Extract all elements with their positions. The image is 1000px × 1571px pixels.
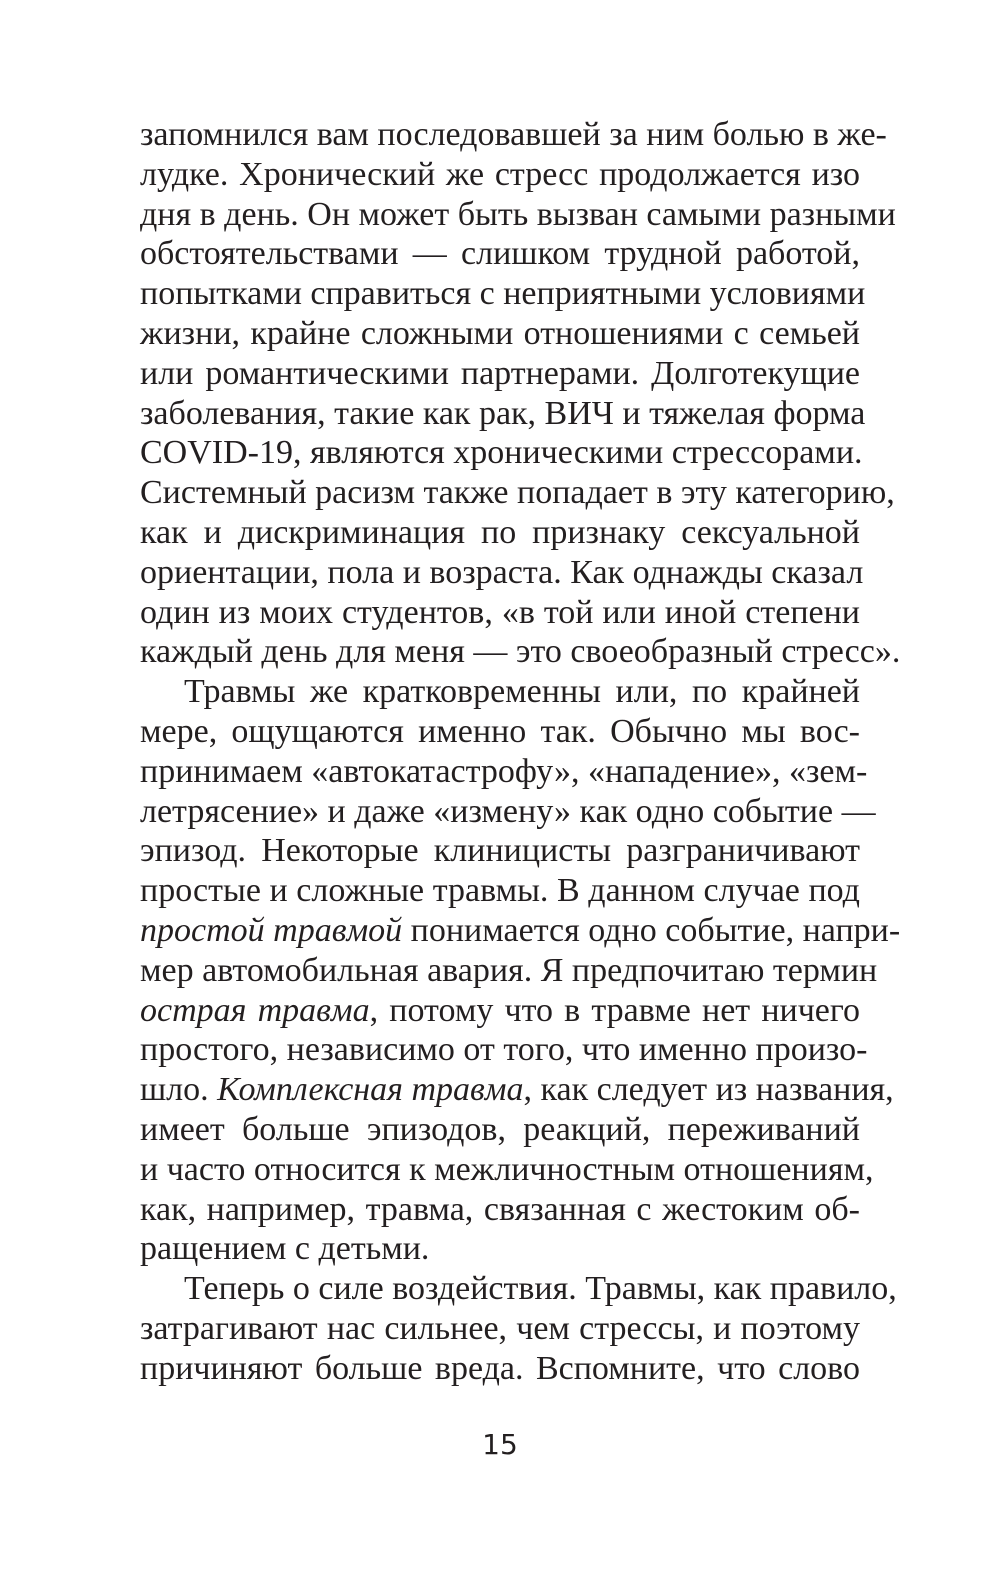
text-line: как и дискриминация по признаку сексуальной: [140, 513, 860, 551]
text-line: заболевания, такие как рак, ВИЧ и тяжелая форма: [140, 394, 866, 432]
text-line: и часто относится к межличностным отношениям,: [140, 1150, 874, 1188]
text-line: обстоятельствами — слишком трудной работой,: [140, 235, 860, 273]
text-line: запомнился вам последовавшей за ним болью в же-: [140, 116, 887, 153]
text-line: причиняют больше вреда. Вспомните, что слово: [140, 1349, 860, 1387]
text-line: или романтическими партнерами. Долготекущие: [140, 354, 860, 392]
text-line: мер автомобильная авария. Я предпочитаю термин: [140, 951, 878, 989]
text-line: дня в день. Он может быть вызван самыми разными: [140, 195, 896, 233]
body-text: [140, 115, 901, 1389]
text-line: простые и сложные травмы. В данном случае под: [140, 872, 860, 910]
text-line: летрясение» и даже «измену» как одно событие —: [140, 792, 876, 830]
text-line: лудке. Хронический же стресс продолжается изо: [140, 155, 860, 193]
text-line-rest: , как следует из названия,: [523, 1071, 894, 1109]
text-line: один из моих студентов, «в той или иной степени: [140, 593, 860, 631]
text-line: [140, 911, 901, 951]
italic-term: простой травмой: [140, 911, 403, 949]
text-line: Травмы же кратковременны или, по крайней: [184, 673, 860, 711]
text-line: COVID-19, являются хроническими стрессорами.: [140, 434, 863, 472]
text-line: каждый день для меня — это своеобразный стресс».: [140, 633, 901, 671]
text-line: как, например, травма, связанная с жестоким об-: [140, 1190, 860, 1228]
text-line: затрагивают нас сильнее, чем стрессы, и поэтому: [140, 1309, 860, 1347]
text-line: жизни, крайне сложными отношениями с семьей: [140, 314, 860, 352]
text-line: Системный расизм также попадает в эту категорию,: [140, 474, 895, 512]
text-line: ориентации, пола и возраста. Как однажды сказал: [140, 553, 864, 591]
text-line-rest: , потому что в травме нет ничего: [369, 991, 861, 1029]
italic-term: острая травма: [140, 991, 370, 1029]
text-line: попытками справиться с неприятными условиями: [140, 275, 866, 313]
text-line: принимаем «автокатастрофу», «нападение», «зем-: [140, 752, 868, 790]
text-line-rest: понимается одно событие, напри-: [402, 911, 901, 949]
text-line: имеет больше эпизодов, реакций, переживаний: [140, 1110, 860, 1148]
text-line: [140, 991, 860, 1031]
text-line: Теперь о силе воздействия. Травмы, как правило,: [184, 1270, 897, 1308]
text-line: ращением с детьми.: [140, 1230, 430, 1268]
text-line: мере, ощущаются именно так. Обычно мы вос-: [140, 712, 860, 750]
page-number: 15: [482, 1428, 518, 1461]
text-line: [140, 1070, 894, 1110]
text-line: эпизод. Некоторые клиницисты разграничивают: [140, 832, 860, 870]
italic-term: Комплексная травма: [217, 1071, 524, 1109]
text-line: простого, независимо от того, что именно произо-: [140, 1031, 868, 1069]
text-line-lead: шло.: [140, 1071, 218, 1109]
